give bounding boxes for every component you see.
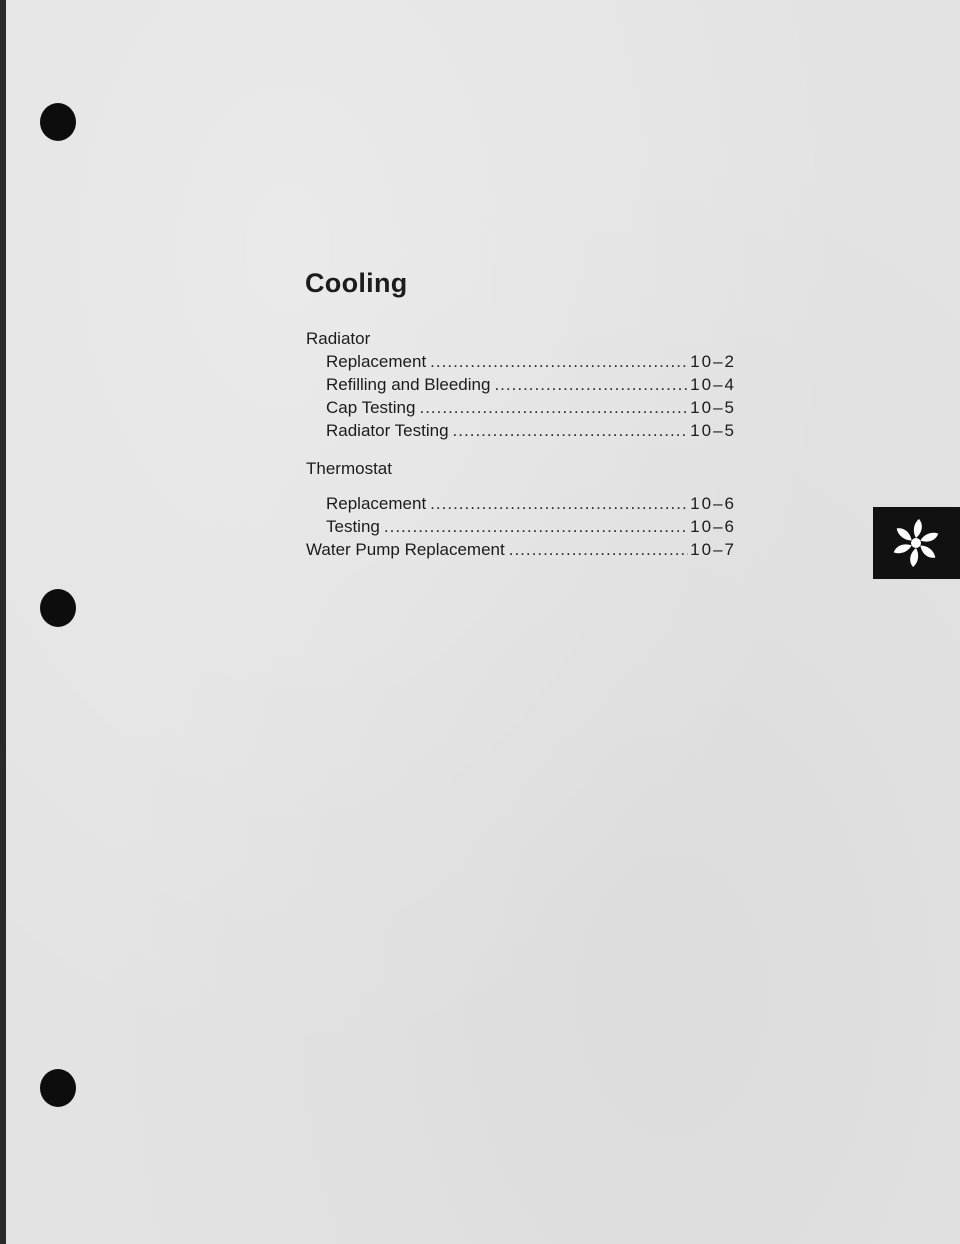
- spacer: [306, 480, 736, 492]
- toc-entry-label: Cap Testing: [326, 398, 416, 417]
- toc-entry-page: 10–5: [690, 398, 736, 417]
- section-tab: [873, 507, 960, 579]
- toc-entry-page: 10–2: [690, 352, 736, 371]
- toc-entry-label: Replacement: [326, 494, 427, 513]
- toc-group-radiator: Radiator: [306, 329, 371, 348]
- dot-leader: [384, 515, 688, 538]
- toc-entry-page: 10–5: [690, 421, 736, 440]
- toc-entry-radiator-testing[interactable]: [326, 419, 736, 442]
- toc-entry-page: 10–4: [690, 375, 736, 394]
- dot-leader: [453, 419, 689, 442]
- binder-hole: [40, 1069, 76, 1107]
- page-edge: [0, 0, 6, 1244]
- dot-leader: [494, 373, 688, 396]
- dot-leader: [419, 396, 688, 419]
- toc-entry-label: Testing: [326, 517, 380, 536]
- toc-entry-refilling-bleeding[interactable]: [326, 373, 736, 396]
- dot-leader: [430, 492, 688, 515]
- toc-entry-thermostat-testing[interactable]: [326, 515, 736, 538]
- toc-entry-cap-testing[interactable]: [326, 396, 736, 419]
- toc-entry-label: Replacement: [326, 352, 427, 371]
- toc-entry-radiator-replacement[interactable]: [326, 350, 736, 373]
- toc-entry-thermostat-replacement[interactable]: [326, 492, 736, 515]
- spacer: [306, 442, 736, 458]
- section-title: Cooling: [305, 268, 408, 298]
- toc-entry-page: 10–7: [690, 540, 736, 559]
- toc-entry-page: 10–6: [690, 517, 736, 536]
- toc-entry-label: Water Pump Replacement: [306, 540, 505, 559]
- table-of-contents: [306, 328, 736, 561]
- toc-entry-page: 10–6: [690, 494, 736, 513]
- toc-group-thermostat: Thermostat: [306, 459, 392, 478]
- toc-entry-label: Radiator Testing: [326, 421, 449, 440]
- binder-hole: [40, 589, 76, 627]
- binder-hole: [40, 103, 76, 141]
- dot-leader: [430, 350, 688, 373]
- cooling-fan-icon: [873, 507, 960, 579]
- dot-leader: [509, 538, 688, 561]
- toc-entry-water-pump-replacement[interactable]: [306, 538, 736, 561]
- toc-entry-label: Refilling and Bleeding: [326, 375, 491, 394]
